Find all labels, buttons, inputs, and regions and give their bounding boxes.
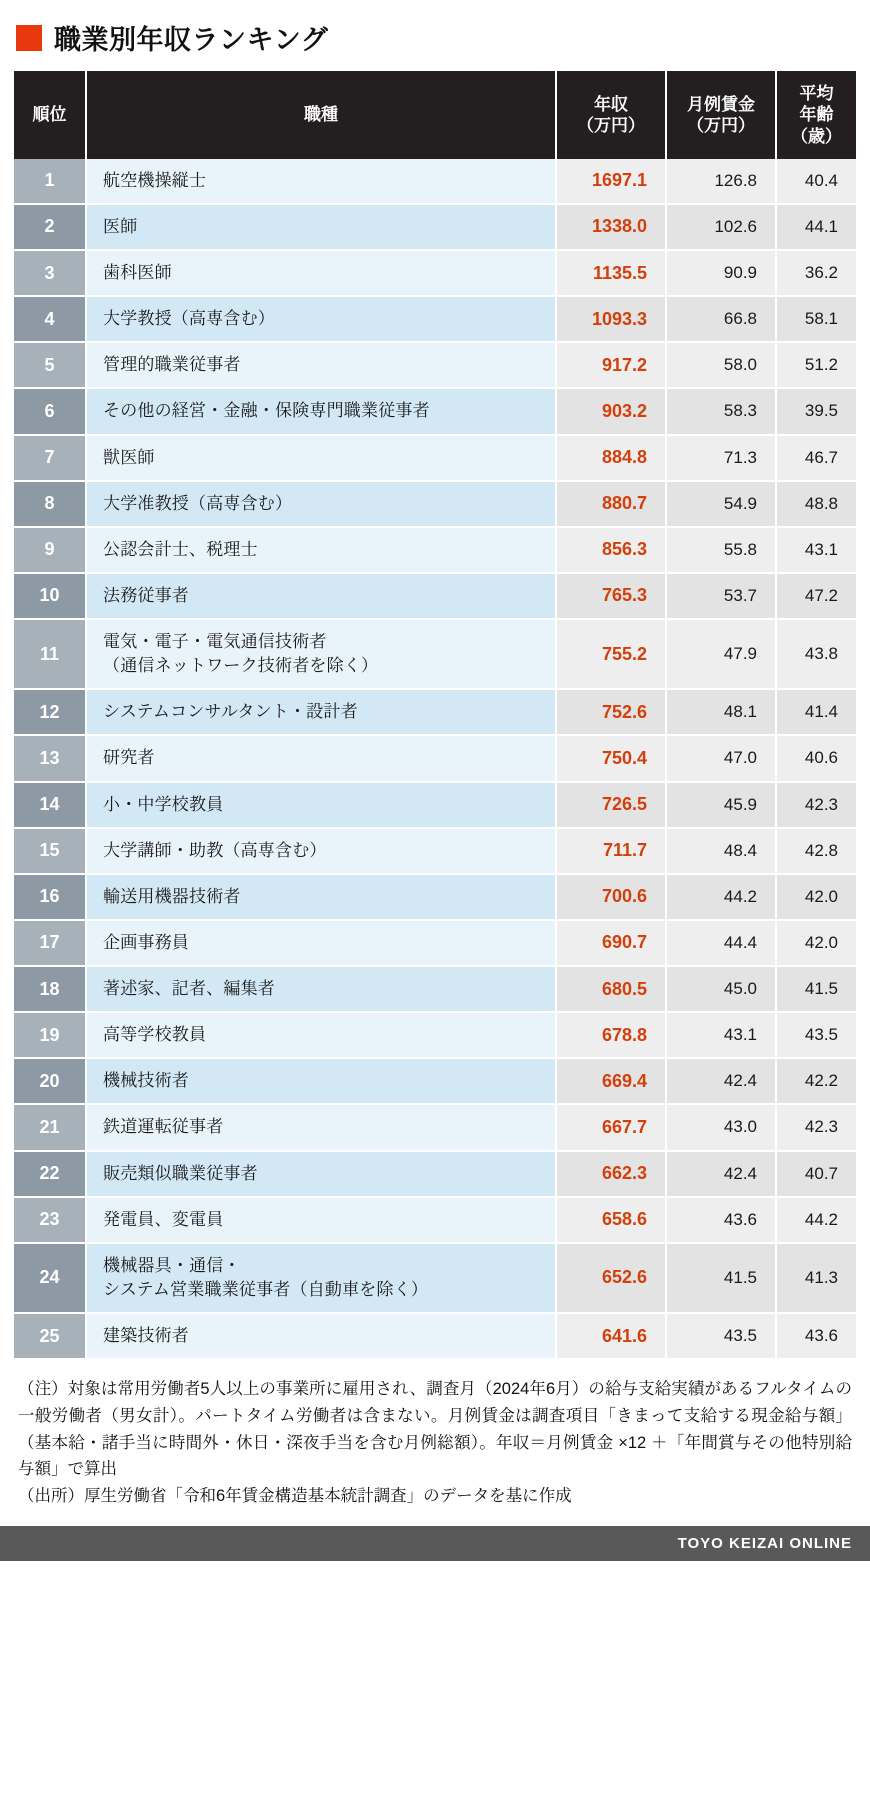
cell-monthly-wage: 43.1	[666, 1012, 776, 1058]
cell-job-line: システムコンサルタント・設計者	[103, 702, 358, 722]
cell-average-age: 42.0	[776, 920, 856, 966]
cell-monthly-wage: 58.0	[666, 342, 776, 388]
cell-rank: 8	[14, 481, 86, 527]
cell-job	[86, 1197, 556, 1243]
cell-average-age: 51.2	[776, 342, 856, 388]
table-row	[14, 1151, 856, 1197]
cell-annual-income: 917.2	[556, 342, 666, 388]
cell-job-line: （通信ネットワーク技術者を除く）	[103, 656, 379, 676]
table-row	[14, 204, 856, 250]
cell-rank: 17	[14, 920, 86, 966]
cell-average-age: 43.8	[776, 619, 856, 689]
table-row	[14, 1058, 856, 1104]
cell-annual-income: 1135.5	[556, 250, 666, 296]
cell-average-age: 41.4	[776, 689, 856, 735]
column-header-annual-line1: 年収	[594, 94, 628, 114]
table-header	[14, 71, 856, 159]
cell-job	[86, 1243, 556, 1313]
cell-rank: 15	[14, 828, 86, 874]
cell-monthly-wage: 47.9	[666, 619, 776, 689]
column-header-rank	[14, 71, 86, 159]
cell-job-line: 発電員、変電員	[103, 1209, 224, 1229]
cell-monthly-wage: 55.8	[666, 527, 776, 573]
cell-monthly-wage: 102.6	[666, 204, 776, 250]
table-row	[14, 874, 856, 920]
column-header-age-line3: （歳）	[791, 126, 842, 146]
cell-monthly-wage: 54.9	[666, 481, 776, 527]
cell-job-line: 医師	[103, 216, 138, 236]
cell-annual-income: 856.3	[556, 527, 666, 573]
cell-average-age: 43.6	[776, 1313, 856, 1358]
cell-job-line: 大学講師・助教（高専含む）	[103, 840, 327, 860]
cell-job	[86, 782, 556, 828]
column-header-job	[86, 71, 556, 159]
column-header-annual-line2: （万円）	[577, 115, 645, 135]
column-header-rank-line1: 順位	[32, 105, 67, 125]
cell-average-age: 44.1	[776, 204, 856, 250]
cell-annual-income: 1338.0	[556, 204, 666, 250]
cell-job-line: 電気・電子・電気通信技術者	[103, 632, 327, 651]
cell-monthly-wage: 66.8	[666, 296, 776, 342]
table-header-row	[14, 71, 856, 159]
cell-job	[86, 874, 556, 920]
cell-job	[86, 689, 556, 735]
table-row	[14, 481, 856, 527]
table-row	[14, 296, 856, 342]
cell-job-line: 輸送用機器技術者	[103, 886, 241, 906]
cell-monthly-wage: 58.3	[666, 388, 776, 434]
cell-rank: 21	[14, 1104, 86, 1150]
cell-annual-income: 711.7	[556, 828, 666, 874]
cell-rank: 22	[14, 1151, 86, 1197]
cell-job	[86, 1313, 556, 1358]
cell-rank: 18	[14, 966, 86, 1012]
cell-rank: 16	[14, 874, 86, 920]
cell-job	[86, 619, 556, 689]
cell-job	[86, 920, 556, 966]
cell-annual-income: 1697.1	[556, 159, 666, 204]
cell-average-age: 46.7	[776, 435, 856, 481]
cell-average-age: 43.5	[776, 1012, 856, 1058]
cell-average-age: 43.1	[776, 527, 856, 573]
cell-monthly-wage: 43.0	[666, 1104, 776, 1150]
cell-rank: 9	[14, 527, 86, 573]
cell-average-age: 42.3	[776, 1104, 856, 1150]
cell-monthly-wage: 44.2	[666, 874, 776, 920]
cell-job-line: 建築技術者	[103, 1326, 189, 1345]
column-header-age	[776, 71, 856, 159]
cell-average-age: 40.4	[776, 159, 856, 204]
cell-rank: 23	[14, 1197, 86, 1243]
cell-job	[86, 1012, 556, 1058]
table-row	[14, 1012, 856, 1058]
cell-annual-income: 662.3	[556, 1151, 666, 1197]
cell-annual-income: 678.8	[556, 1012, 666, 1058]
cell-job	[86, 159, 556, 204]
cell-average-age: 44.2	[776, 1197, 856, 1243]
table-row	[14, 342, 856, 388]
cell-job	[86, 735, 556, 781]
cell-annual-income: 903.2	[556, 388, 666, 434]
cell-job	[86, 527, 556, 573]
cell-annual-income: 884.8	[556, 435, 666, 481]
table-row	[14, 573, 856, 619]
table-row	[14, 1197, 856, 1243]
cell-annual-income: 690.7	[556, 920, 666, 966]
cell-job-line: 機械技術者	[103, 1071, 189, 1091]
table-row	[14, 735, 856, 781]
page-title-text: 職業別年収ランキング	[54, 25, 329, 55]
title-marker-icon	[16, 25, 42, 51]
cell-rank: 5	[14, 342, 86, 388]
cell-job	[86, 435, 556, 481]
cell-job-line: 販売類似職業従事者	[103, 1163, 258, 1183]
cell-rank: 10	[14, 573, 86, 619]
footer-brand: TOYO KEIZAI ONLINE	[677, 1534, 852, 1552]
column-header-age-line1: 平均	[799, 84, 834, 103]
column-header-monthly	[666, 71, 776, 159]
table-row	[14, 435, 856, 481]
cell-monthly-wage: 47.0	[666, 735, 776, 781]
cell-annual-income: 658.6	[556, 1197, 666, 1243]
cell-rank: 2	[14, 204, 86, 250]
cell-annual-income: 641.6	[556, 1313, 666, 1358]
cell-average-age: 47.2	[776, 573, 856, 619]
cell-job-line: 公認会計士、税理士	[103, 539, 258, 559]
note-source: （出所）厚生労働省「令和6年賃金構造基本統計調査」のデータを基に作成	[18, 1487, 572, 1505]
cell-average-age: 58.1	[776, 296, 856, 342]
column-header-monthly-line2: （万円）	[687, 115, 755, 135]
cell-job-line: 小・中学校教員	[103, 794, 224, 814]
table-body	[14, 159, 856, 1358]
column-header-monthly-line1: 月例賃金	[687, 94, 755, 114]
page-title	[0, 0, 870, 71]
cell-rank: 14	[14, 782, 86, 828]
cell-average-age: 40.7	[776, 1151, 856, 1197]
cell-rank: 13	[14, 735, 86, 781]
cell-annual-income: 752.6	[556, 689, 666, 735]
cell-average-age: 41.5	[776, 966, 856, 1012]
cell-job-line: 高等学校教員	[103, 1025, 207, 1045]
cell-job	[86, 573, 556, 619]
cell-rank: 4	[14, 296, 86, 342]
cell-annual-income: 680.5	[556, 966, 666, 1012]
cell-monthly-wage: 126.8	[666, 159, 776, 204]
cell-average-age: 41.3	[776, 1243, 856, 1313]
notes-block	[0, 1358, 870, 1518]
cell-job	[86, 388, 556, 434]
cell-job-line: 大学准教授（高専含む）	[103, 493, 293, 513]
cell-rank: 7	[14, 435, 86, 481]
cell-average-age: 48.8	[776, 481, 856, 527]
cell-average-age: 42.0	[776, 874, 856, 920]
table-row	[14, 689, 856, 735]
cell-job-line: 機械器具・通信・	[103, 1255, 241, 1275]
table-row	[14, 159, 856, 204]
cell-average-age: 42.3	[776, 782, 856, 828]
cell-annual-income: 726.5	[556, 782, 666, 828]
cell-job	[86, 1058, 556, 1104]
cell-job	[86, 828, 556, 874]
table-row	[14, 920, 856, 966]
column-header-age-line2: 年齢	[799, 105, 834, 125]
footer-bar	[0, 1526, 870, 1561]
cell-average-age: 36.2	[776, 250, 856, 296]
cell-annual-income: 880.7	[556, 481, 666, 527]
cell-job-line: 企画事務員	[103, 932, 189, 952]
cell-job-line: 大学教授（高専含む）	[103, 309, 275, 329]
cell-job-line: 管理的職業従事者	[103, 355, 241, 375]
cell-job	[86, 342, 556, 388]
cell-job-line: 法務従事者	[103, 585, 189, 605]
cell-rank: 1	[14, 159, 86, 204]
cell-annual-income: 669.4	[556, 1058, 666, 1104]
table-row	[14, 250, 856, 296]
cell-annual-income: 667.7	[556, 1104, 666, 1150]
cell-monthly-wage: 48.4	[666, 828, 776, 874]
cell-average-age: 39.5	[776, 388, 856, 434]
cell-annual-income: 700.6	[556, 874, 666, 920]
cell-job	[86, 296, 556, 342]
cell-job-line: 歯科医師	[103, 263, 172, 282]
table-row	[14, 828, 856, 874]
cell-rank: 25	[14, 1313, 86, 1358]
cell-average-age: 42.2	[776, 1058, 856, 1104]
cell-annual-income: 652.6	[556, 1243, 666, 1313]
cell-monthly-wage: 45.9	[666, 782, 776, 828]
cell-monthly-wage: 41.5	[666, 1243, 776, 1313]
ranking-table	[14, 71, 856, 1358]
cell-job	[86, 1104, 556, 1150]
table-row	[14, 527, 856, 573]
cell-job-line: 研究者	[103, 748, 155, 768]
ranking-table-wrapper	[0, 71, 870, 1358]
cell-rank: 20	[14, 1058, 86, 1104]
column-header-job-line1: 職種	[304, 105, 338, 125]
column-header-annual	[556, 71, 666, 159]
cell-rank: 12	[14, 689, 86, 735]
cell-annual-income: 1093.3	[556, 296, 666, 342]
table-row	[14, 388, 856, 434]
cell-job	[86, 966, 556, 1012]
cell-job-line: 獣医師	[103, 447, 155, 467]
cell-monthly-wage: 44.4	[666, 920, 776, 966]
cell-annual-income: 755.2	[556, 619, 666, 689]
cell-job-line: システム営業職業従事者（自動車を除く）	[103, 1279, 429, 1299]
cell-average-age: 40.6	[776, 735, 856, 781]
table-row	[14, 1243, 856, 1313]
cell-job-line: その他の経営・金融・保険専門職業従事者	[103, 401, 430, 421]
note-source-definition: （注）対象は常用労働者5人以上の事業所に雇用され、調査月（2024年6月）の給与支給実績があるフルタイムの一般労働者（男女計）。パートタイム労働者は含まない。月例賃金は調査項目「きまって支給する現金給与額」（基本給・諸手当に時間外・休日・深夜手当を含む月例総額）。年収＝月例賃金 ×12 ＋「年間賞与その他特別給与額」で算出	[18, 1380, 852, 1479]
cell-rank: 19	[14, 1012, 86, 1058]
cell-job	[86, 1151, 556, 1197]
table-row	[14, 619, 856, 689]
cell-monthly-wage: 45.0	[666, 966, 776, 1012]
cell-rank: 11	[14, 619, 86, 689]
cell-job	[86, 204, 556, 250]
table-row	[14, 782, 856, 828]
cell-monthly-wage: 42.4	[666, 1058, 776, 1104]
table-row	[14, 1104, 856, 1150]
cell-job-line: 著述家、記者、編集者	[103, 979, 275, 998]
cell-average-age: 42.8	[776, 828, 856, 874]
cell-monthly-wage: 53.7	[666, 573, 776, 619]
cell-annual-income: 765.3	[556, 573, 666, 619]
cell-monthly-wage: 42.4	[666, 1151, 776, 1197]
cell-monthly-wage: 43.5	[666, 1313, 776, 1358]
cell-monthly-wage: 43.6	[666, 1197, 776, 1243]
cell-monthly-wage: 90.9	[666, 250, 776, 296]
cell-monthly-wage: 48.1	[666, 689, 776, 735]
cell-job-line: 鉄道運転従事者	[103, 1117, 224, 1137]
table-row	[14, 966, 856, 1012]
cell-monthly-wage: 71.3	[666, 435, 776, 481]
cell-rank: 3	[14, 250, 86, 296]
cell-job	[86, 481, 556, 527]
cell-annual-income: 750.4	[556, 735, 666, 781]
table-row	[14, 1313, 856, 1358]
cell-rank: 6	[14, 388, 86, 434]
cell-job	[86, 250, 556, 296]
cell-job-line: 航空機操縦士	[103, 170, 207, 190]
cell-rank: 24	[14, 1243, 86, 1313]
